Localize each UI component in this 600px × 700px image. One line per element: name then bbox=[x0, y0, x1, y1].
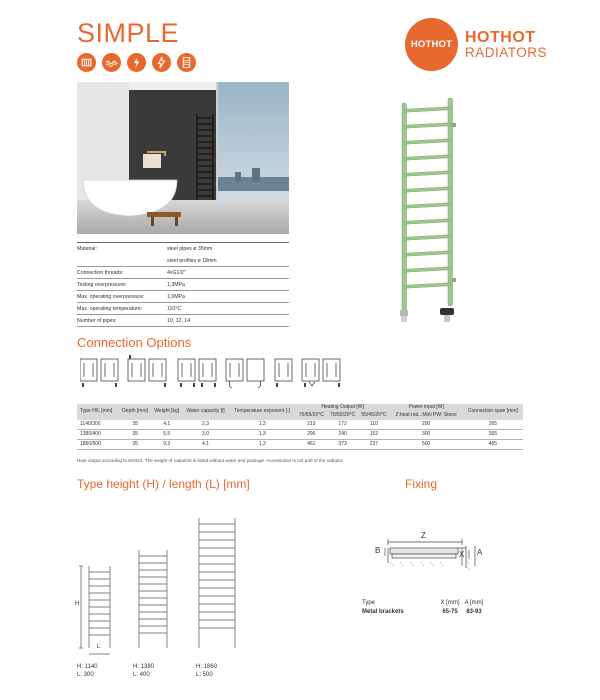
col-header-power: Power input [W] bbox=[390, 404, 463, 412]
table-cell: 1,3 bbox=[229, 429, 296, 439]
bathroom-photo bbox=[77, 82, 289, 234]
table-cell: 465 bbox=[463, 439, 523, 449]
table-cell: 1140/300 bbox=[77, 420, 119, 430]
fixing-row-x: 65-75 bbox=[442, 609, 458, 615]
table-cell: 35 bbox=[119, 439, 151, 449]
table-cell: 365 bbox=[463, 429, 523, 439]
spec-label: Max. operating overpressure: bbox=[77, 294, 145, 300]
spec-label: Testing overpressure: bbox=[77, 282, 127, 288]
table-cell: 1,3 bbox=[229, 439, 296, 449]
spec-row bbox=[77, 291, 289, 303]
table-cell: 200 bbox=[390, 420, 463, 430]
type-height-title: Type height (H) / length (L) [mm] bbox=[77, 477, 250, 491]
spec-label: Max. operating temperature: bbox=[77, 306, 143, 312]
col-header-exponent: Temperature exponent [-] bbox=[229, 404, 296, 420]
table-cell: 213 bbox=[296, 420, 327, 430]
fixing-diagram bbox=[370, 528, 500, 583]
spec-table bbox=[77, 242, 289, 327]
dimension-x-label: X bbox=[459, 550, 465, 559]
connection-options-title: Connection Options bbox=[77, 335, 192, 350]
table-cell: 296 bbox=[296, 429, 327, 439]
table-cell: 4,1 bbox=[182, 439, 228, 449]
table-cell: 240 bbox=[327, 429, 358, 439]
table-cell: 35 bbox=[119, 429, 151, 439]
table-cell: 9,3 bbox=[151, 439, 182, 449]
height-dimension-label: H bbox=[75, 601, 80, 607]
spec-value: steel pipes ø 35mm bbox=[167, 246, 213, 252]
table-row bbox=[77, 429, 523, 439]
feature-icon-row bbox=[77, 53, 196, 72]
table-row bbox=[77, 439, 523, 449]
dimension-a-label: A bbox=[477, 548, 483, 557]
table-cell: 4,1 bbox=[151, 420, 182, 430]
table-cell: 300 bbox=[390, 429, 463, 439]
fixing-table bbox=[362, 600, 486, 618]
table-cell: 500 bbox=[390, 439, 463, 449]
col-header-power-sub: Z:heat.rod...Mini PW; Stone bbox=[390, 412, 463, 420]
table-cell: 2,3 bbox=[182, 420, 228, 430]
spec-value: 1,3MPa bbox=[167, 282, 185, 288]
size-label-1380: H: 1380 L: 400 bbox=[133, 664, 155, 678]
size-drawings bbox=[70, 508, 250, 688]
spec-row bbox=[77, 242, 289, 267]
col-header-heat-3: 55/45/20°C bbox=[358, 412, 389, 420]
table-cell: 265 bbox=[463, 420, 523, 430]
size-label-1860: H: 1860 L: 500 bbox=[196, 664, 218, 678]
spec-label: Material: bbox=[77, 246, 97, 252]
fixing-col-a: A [mm] bbox=[464, 600, 484, 606]
spec-label: Number of pipes: bbox=[77, 318, 117, 324]
table-row bbox=[77, 420, 523, 430]
table-cell: 3,0 bbox=[182, 429, 228, 439]
table-cell: 152 bbox=[358, 429, 389, 439]
table-cell: 110 bbox=[358, 420, 389, 430]
table-cell: 1860/500 bbox=[77, 439, 119, 449]
page-title: SIMPLE bbox=[77, 18, 180, 48]
spec-row bbox=[77, 279, 289, 291]
spec-value: 1,0MPa bbox=[167, 294, 185, 300]
col-header-heat-2: 70/55/20°C bbox=[327, 412, 358, 420]
table-cell: 5,5 bbox=[151, 429, 182, 439]
col-header-span: Connection span [mm] bbox=[463, 404, 523, 420]
spec-row bbox=[77, 315, 289, 327]
fixing-row-type: Metal brackets bbox=[362, 609, 404, 615]
table-cell: 1,3 bbox=[229, 420, 296, 430]
table-cell: 1380/400 bbox=[77, 429, 119, 439]
col-header-water: Water capacity [l] bbox=[182, 404, 228, 420]
dimension-z-label: Z bbox=[421, 531, 426, 540]
table-cell: 172 bbox=[327, 420, 358, 430]
fixing-row-a: 83-93 bbox=[466, 609, 482, 615]
fixing-title: Fixing bbox=[405, 477, 438, 491]
col-header-weight: Weight [kg] bbox=[151, 404, 182, 420]
spec-value: 110°C bbox=[167, 306, 182, 312]
radiator-icon bbox=[77, 53, 96, 72]
col-header-heat: Heating Output [W] bbox=[296, 404, 390, 412]
col-header-heat-1: 75/65/20°C bbox=[296, 412, 327, 420]
size-label-1140: H: 1140 L: 300 bbox=[77, 664, 98, 678]
spec-value: 4xG1/2" bbox=[167, 270, 186, 276]
col-header-depth: Depth [mm] bbox=[119, 404, 151, 420]
spec-value: steel profiles ø 18mm bbox=[167, 258, 217, 264]
heat-waves-icon bbox=[102, 53, 121, 72]
spec-label: Connection threads: bbox=[77, 270, 124, 276]
table-cell: 237 bbox=[358, 439, 389, 449]
table-cell: 461 bbox=[296, 439, 327, 449]
product-radiator-image bbox=[392, 98, 462, 328]
spec-row bbox=[77, 303, 289, 315]
electric-heater-icon bbox=[127, 53, 146, 72]
table-cell: 373 bbox=[327, 439, 358, 449]
logo-badge: HOTHOT bbox=[405, 18, 458, 71]
spec-value: 10, 12, 14 bbox=[167, 318, 191, 324]
spec-row bbox=[77, 267, 289, 279]
fixing-table-row bbox=[362, 609, 486, 615]
table-footnote: Heat output according to EN442. The weight of radiators is listed without water and package. Accessories is not part of the radiator. bbox=[77, 458, 344, 463]
connection-options-diagrams bbox=[80, 355, 360, 397]
fixing-col-x: X [mm] bbox=[440, 600, 460, 606]
col-header-type: Type H/L [mm] bbox=[77, 404, 119, 420]
lightning-icon bbox=[152, 53, 171, 72]
brand-logo bbox=[405, 18, 547, 71]
logo-line-2: RADIATORS bbox=[465, 44, 548, 60]
fixing-table-header bbox=[362, 600, 486, 606]
table-cell: 35 bbox=[119, 420, 151, 430]
logo-line-1: HOTHOT bbox=[465, 28, 536, 46]
dimension-b-label: B bbox=[375, 546, 381, 555]
towel-rail-icon bbox=[177, 53, 196, 72]
length-dimension-label: L bbox=[97, 644, 101, 650]
product-data-table bbox=[77, 404, 523, 450]
fixing-col-type: Type bbox=[362, 600, 376, 606]
